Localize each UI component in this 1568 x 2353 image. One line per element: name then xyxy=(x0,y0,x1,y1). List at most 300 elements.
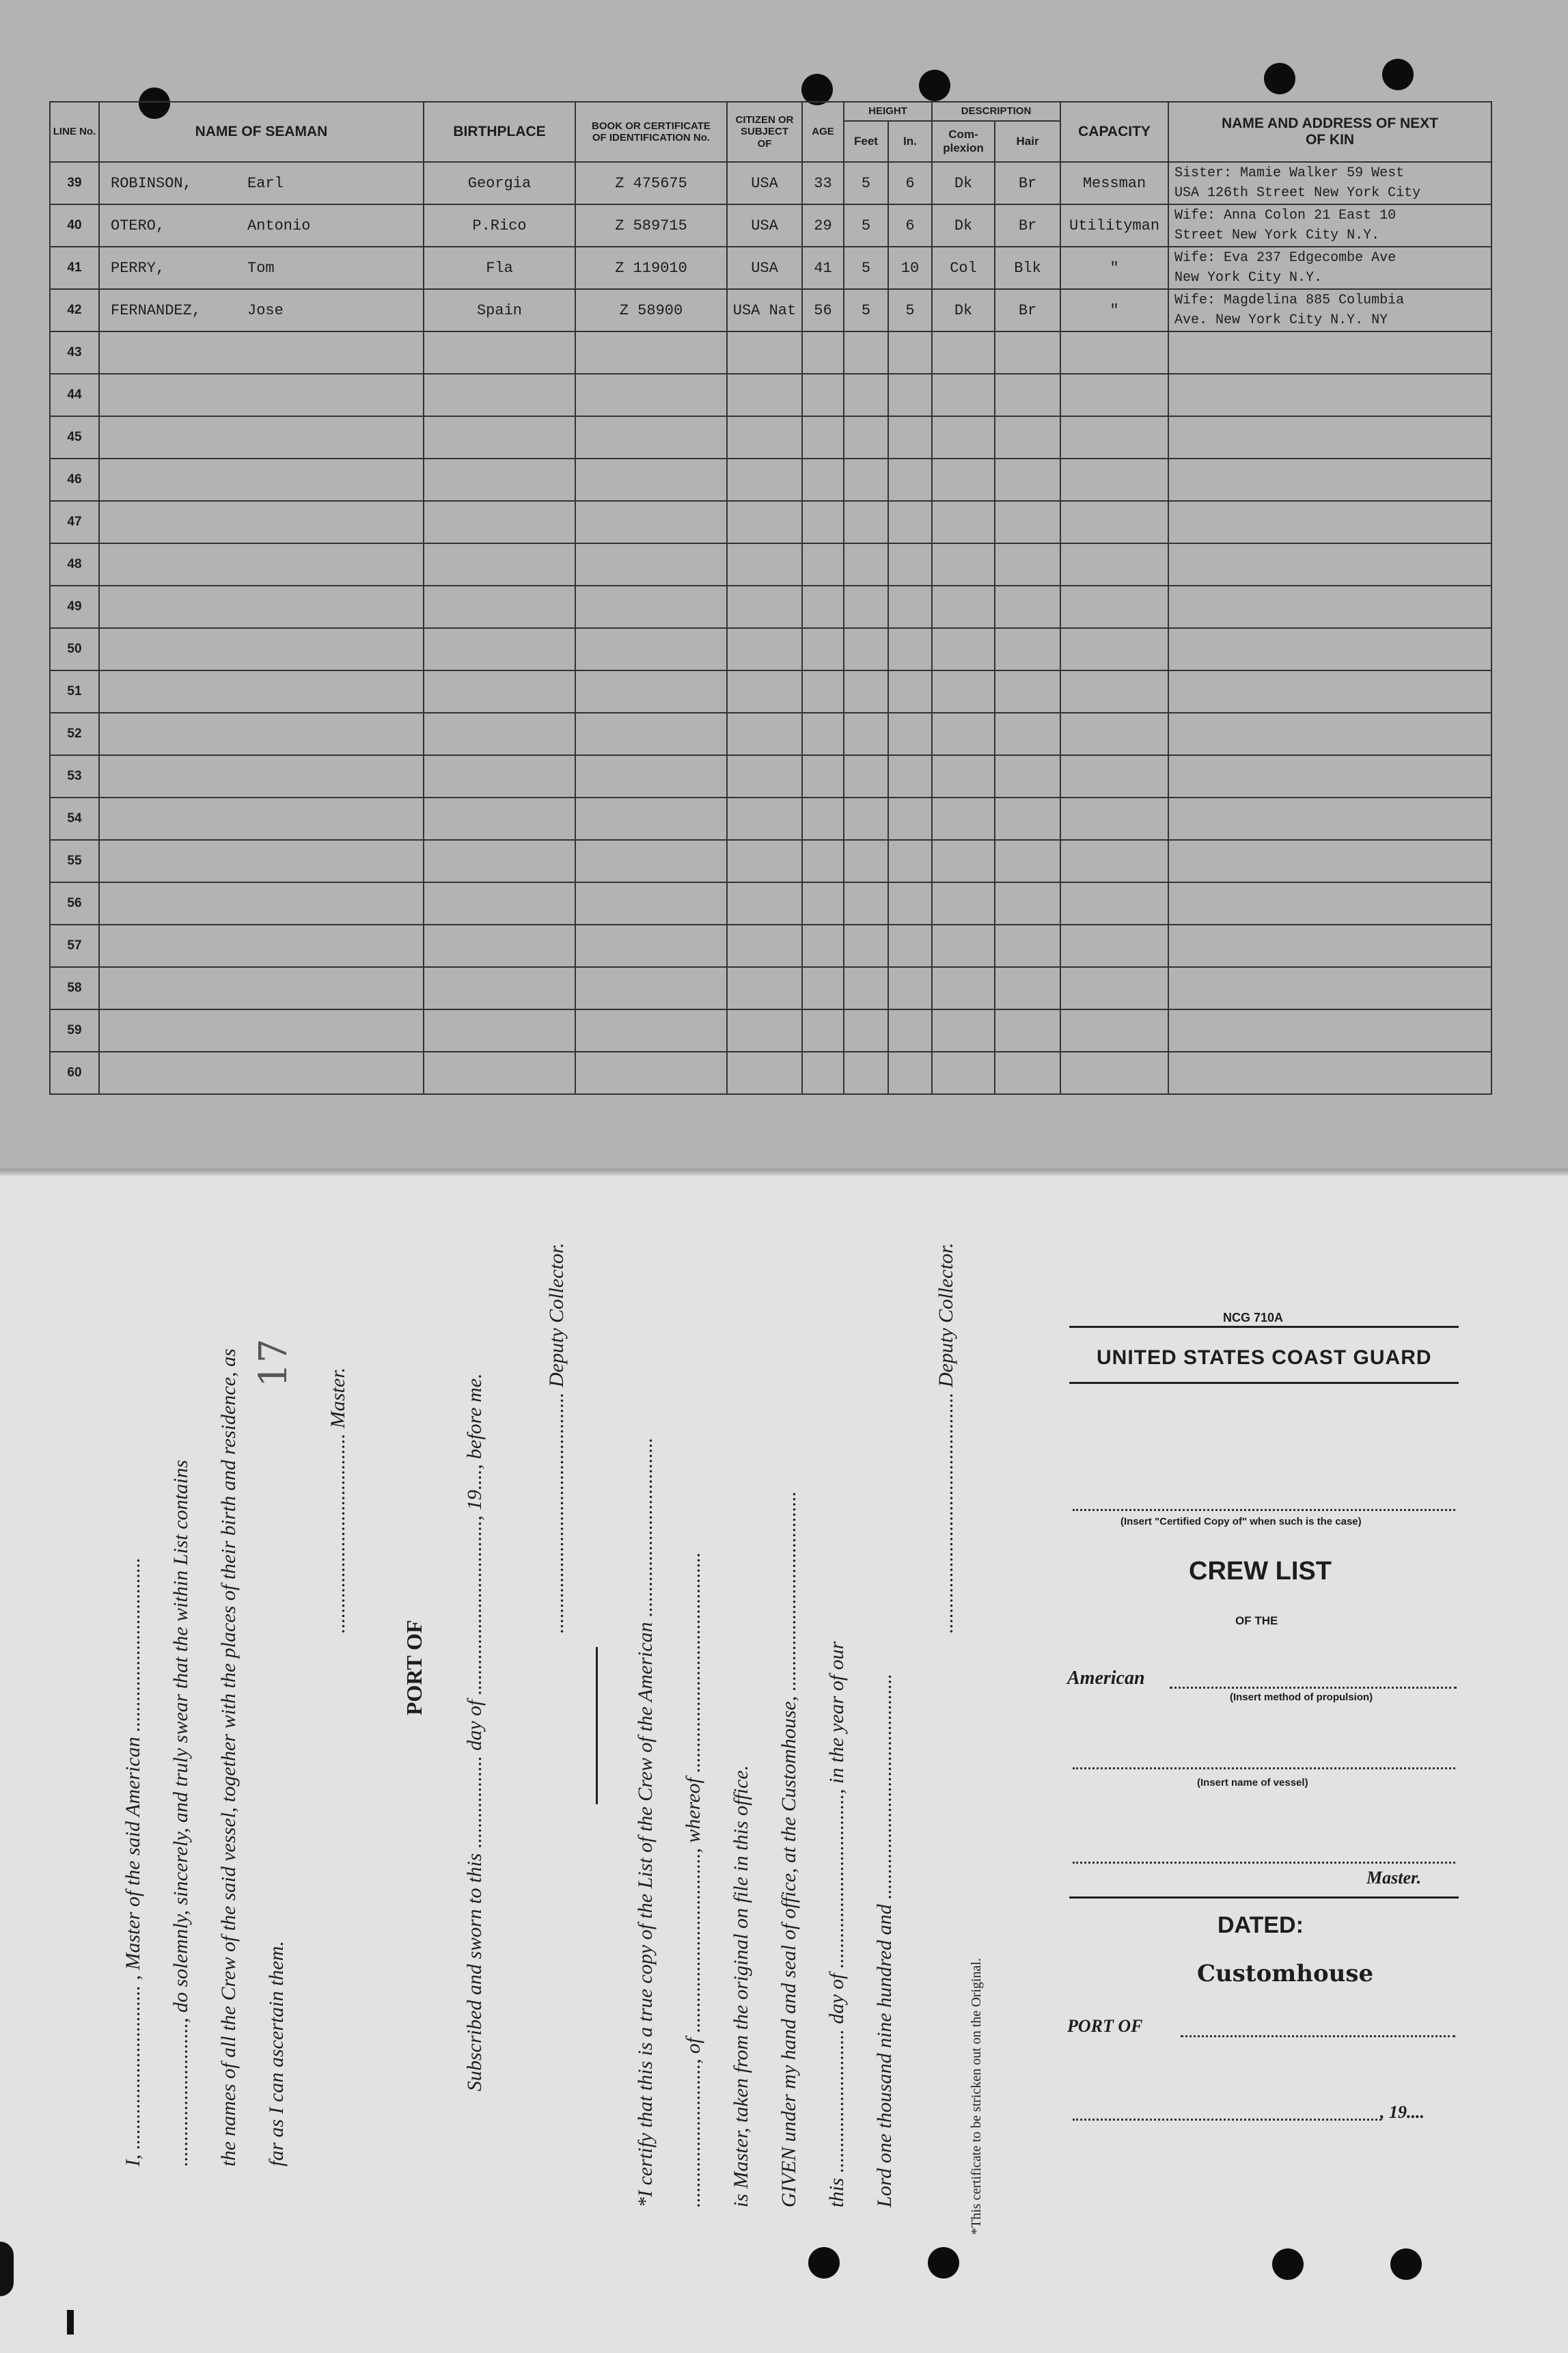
complexion-cell xyxy=(932,331,995,374)
birthplace-cell xyxy=(424,628,575,670)
punch-hole xyxy=(1390,2248,1422,2280)
capacity-cell: " xyxy=(1060,247,1168,289)
complexion-cell xyxy=(932,543,995,586)
line-number-cell: 44 xyxy=(50,374,99,416)
height-inches-cell xyxy=(888,1009,932,1052)
header-line-no: LINE No. xyxy=(50,102,99,162)
hair-cell xyxy=(995,1052,1060,1094)
crew-table-body xyxy=(50,162,1491,1094)
certificate-number-cell xyxy=(575,628,727,670)
birthplace-cell xyxy=(424,586,575,628)
hair-cell xyxy=(995,1009,1060,1052)
oath-line-1: I, ................................ , Master of the said American .................................. xyxy=(122,1557,144,2166)
citizenship-cell: USA Nat xyxy=(727,289,802,331)
height-inches-cell xyxy=(888,798,932,840)
master-name-blank[interactable] xyxy=(1073,1851,1455,1864)
certificate-deputy-collector-line: ............................................... Deputy Collector. xyxy=(935,1242,957,1633)
capacity-cell xyxy=(1060,798,1168,840)
table-row xyxy=(50,416,1491,459)
certified-copy-blank[interactable] xyxy=(1073,1495,1455,1511)
hair-cell xyxy=(995,755,1060,798)
next-of-kin-cell xyxy=(1168,247,1491,289)
capacity-cell xyxy=(1060,501,1168,543)
table-row xyxy=(50,967,1491,1009)
citizenship-cell xyxy=(727,501,802,543)
hair-cell xyxy=(995,374,1060,416)
birthplace-cell xyxy=(424,459,575,501)
line-number-cell: 42 xyxy=(50,289,99,331)
certificate-number-cell xyxy=(575,501,727,543)
line-number-cell: 53 xyxy=(50,755,99,798)
line-number-cell: 48 xyxy=(50,543,99,586)
port-blank[interactable] xyxy=(1181,2024,1455,2037)
line-number-cell: 50 xyxy=(50,628,99,670)
certificate-number-cell: Z 119010 xyxy=(575,247,727,289)
next-of-kin-cell xyxy=(1168,713,1491,755)
certificate-number-cell xyxy=(575,882,727,925)
seaman-name-cell xyxy=(99,459,424,501)
complexion-cell xyxy=(932,459,995,501)
height-feet-cell xyxy=(844,1009,888,1052)
certificate-number-cell xyxy=(575,840,727,882)
table-row xyxy=(50,289,1491,331)
table-row xyxy=(50,459,1491,501)
height-inches-cell xyxy=(888,1052,932,1094)
citizenship-cell xyxy=(727,1052,802,1094)
birthplace-cell xyxy=(424,416,575,459)
complexion-cell: Dk xyxy=(932,162,995,204)
next-of-kin-cell xyxy=(1168,882,1491,925)
height-inches-cell: 6 xyxy=(888,204,932,247)
seaman-name-cell xyxy=(99,162,424,204)
birthplace-cell xyxy=(424,374,575,416)
height-inches-cell xyxy=(888,586,932,628)
certificate-number-cell xyxy=(575,713,727,755)
complexion-cell xyxy=(932,628,995,670)
certificate-footnote: *This certificate to be stricken out on the Original. xyxy=(969,1958,984,2235)
next-of-kin-cell xyxy=(1168,670,1491,713)
height-inches-cell xyxy=(888,755,932,798)
next-of-kin-cell xyxy=(1168,331,1491,374)
height-feet-cell xyxy=(844,501,888,543)
certificate-number-cell xyxy=(575,459,727,501)
line-number-cell: 43 xyxy=(50,331,99,374)
capacity-cell xyxy=(1060,459,1168,501)
certificate-number-cell xyxy=(575,416,727,459)
citizenship-cell xyxy=(727,840,802,882)
age-cell xyxy=(802,670,844,713)
citizenship-cell xyxy=(727,374,802,416)
citizenship-cell xyxy=(727,713,802,755)
separator-line xyxy=(596,1647,598,1804)
certificate-number-cell xyxy=(575,755,727,798)
height-feet-cell xyxy=(844,416,888,459)
age-cell xyxy=(802,586,844,628)
header-complexion: Com- plexion xyxy=(932,121,995,162)
capacity-cell xyxy=(1060,1009,1168,1052)
table-row xyxy=(50,798,1491,840)
line-number-cell: 49 xyxy=(50,586,99,628)
birthplace-cell xyxy=(424,331,575,374)
hair-cell xyxy=(995,331,1060,374)
edge-mark xyxy=(67,2310,74,2335)
header-name-of-seaman: NAME OF SEAMAN xyxy=(99,102,424,162)
citizenship-cell xyxy=(727,967,802,1009)
header-birthplace: BIRTHPLACE xyxy=(424,102,575,162)
next-of-kin-cell xyxy=(1168,204,1491,247)
header-description: DESCRIPTION xyxy=(932,102,1060,121)
kin-line-2: New York City N.Y. xyxy=(1174,270,1323,286)
citizenship-cell xyxy=(727,459,802,501)
header-book: BOOK OR CERTIFICATE OF IDENTIFICATION No. xyxy=(575,102,727,162)
oath-line-4: far as I can ascertain them. xyxy=(265,1941,288,2166)
height-feet-cell xyxy=(844,374,888,416)
citizenship-cell xyxy=(727,628,802,670)
complexion-cell xyxy=(932,713,995,755)
height-inches-cell xyxy=(888,501,932,543)
seaman-name-cell xyxy=(99,501,424,543)
surname: FERNANDEZ, xyxy=(111,301,202,319)
certificate-number-cell: Z 589715 xyxy=(575,204,727,247)
certificate-number-cell xyxy=(575,925,727,967)
citizenship-cell xyxy=(727,1009,802,1052)
page-fold xyxy=(0,1169,1568,1175)
seaman-name-cell xyxy=(99,331,424,374)
seaman-name-cell xyxy=(99,840,424,882)
birthplace-cell xyxy=(424,755,575,798)
birthplace-cell xyxy=(424,798,575,840)
age-cell xyxy=(802,459,844,501)
birthplace-cell xyxy=(424,1009,575,1052)
seaman-name-cell xyxy=(99,586,424,628)
customhouse-label: Customhouse xyxy=(1197,1960,1374,1987)
height-feet-cell xyxy=(844,840,888,882)
height-feet-cell xyxy=(844,925,888,967)
dated-label: DATED: xyxy=(1218,1912,1304,1938)
edge-mark xyxy=(0,2242,14,2296)
kin-line-1: Wife: Magdelina 885 Columbia xyxy=(1174,293,1405,308)
line-number-cell: 59 xyxy=(50,1009,99,1052)
next-of-kin-cell xyxy=(1168,967,1491,1009)
punch-hole xyxy=(928,2247,959,2279)
header-citizen: CITIZEN OR SUBJECT OF xyxy=(727,102,802,162)
complexion-cell xyxy=(932,1052,995,1094)
capacity-cell xyxy=(1060,967,1168,1009)
seaman-name-cell xyxy=(99,925,424,967)
port-of-panel-label: PORT OF xyxy=(1067,2016,1143,2036)
port-of-label: PORT OF xyxy=(402,1620,426,1715)
capacity-cell xyxy=(1060,755,1168,798)
next-of-kin-cell xyxy=(1168,586,1491,628)
header-hair: Hair xyxy=(995,121,1060,162)
next-of-kin-cell xyxy=(1168,925,1491,967)
line-number-cell: 41 xyxy=(50,247,99,289)
capacity-cell xyxy=(1060,628,1168,670)
given-name: Jose xyxy=(247,301,284,319)
line-number-cell: 45 xyxy=(50,416,99,459)
birthplace-cell xyxy=(424,543,575,586)
hair-cell: Br xyxy=(995,162,1060,204)
line-number-cell: 56 xyxy=(50,882,99,925)
seaman-name-cell xyxy=(99,1052,424,1094)
birthplace-cell xyxy=(424,967,575,1009)
line-number-cell: 47 xyxy=(50,501,99,543)
age-cell xyxy=(802,501,844,543)
table-row xyxy=(50,1052,1491,1094)
age-cell xyxy=(802,628,844,670)
seaman-name-cell xyxy=(99,416,424,459)
certificate-number-cell xyxy=(575,1052,727,1094)
citizenship-cell xyxy=(727,882,802,925)
header-height: HEIGHT xyxy=(844,102,932,121)
age-cell xyxy=(802,798,844,840)
citizenship-cell xyxy=(727,543,802,586)
next-of-kin-cell xyxy=(1168,374,1491,416)
age-cell xyxy=(802,1052,844,1094)
certificate-number-cell xyxy=(575,331,727,374)
table-row xyxy=(50,162,1491,204)
age-cell: 56 xyxy=(802,289,844,331)
next-of-kin-cell xyxy=(1168,501,1491,543)
seaman-name-cell xyxy=(99,204,424,247)
birthplace-cell: Spain xyxy=(424,289,575,331)
citizenship-cell: USA xyxy=(727,162,802,204)
certificate-number-cell xyxy=(575,586,727,628)
table-row xyxy=(50,840,1491,882)
master-label: Master. xyxy=(1366,1868,1422,1888)
height-inches-cell: 10 xyxy=(888,247,932,289)
birthplace-cell xyxy=(424,713,575,755)
line-number-cell: 52 xyxy=(50,713,99,755)
height-inches-cell xyxy=(888,840,932,882)
kin-line-2: USA 126th Street New York City xyxy=(1174,185,1421,201)
hair-cell xyxy=(995,798,1060,840)
next-of-kin-cell xyxy=(1168,1052,1491,1094)
citizenship-cell xyxy=(727,798,802,840)
height-feet-cell xyxy=(844,713,888,755)
table-row xyxy=(50,1009,1491,1052)
complexion-cell xyxy=(932,755,995,798)
complexion-cell: Dk xyxy=(932,289,995,331)
birthplace-cell xyxy=(424,882,575,925)
line-number-cell: 40 xyxy=(50,204,99,247)
complexion-cell xyxy=(932,840,995,882)
height-feet-cell xyxy=(844,798,888,840)
birthplace-cell xyxy=(424,1052,575,1094)
height-feet-cell xyxy=(844,543,888,586)
certified-copy-hint: (Insert "Certified Copy of" when such is the case) xyxy=(1120,1516,1362,1527)
hair-cell xyxy=(995,670,1060,713)
hair-cell xyxy=(995,416,1060,459)
complexion-cell xyxy=(932,670,995,713)
line-number-cell: 57 xyxy=(50,925,99,967)
height-feet-cell xyxy=(844,670,888,713)
capacity-cell xyxy=(1060,925,1168,967)
seaman-name-cell xyxy=(99,755,424,798)
kin-line-2: Ave. New York City N.Y. NY xyxy=(1174,312,1388,328)
form-number: NCG 710A xyxy=(1223,1311,1284,1324)
height-feet-cell xyxy=(844,459,888,501)
capacity-cell xyxy=(1060,374,1168,416)
hair-cell xyxy=(995,586,1060,628)
height-inches-cell xyxy=(888,331,932,374)
citizenship-cell xyxy=(727,416,802,459)
capacity-cell xyxy=(1060,882,1168,925)
height-inches-cell xyxy=(888,713,932,755)
height-feet-cell xyxy=(844,331,888,374)
citizenship-cell xyxy=(727,331,802,374)
table-row xyxy=(50,374,1491,416)
next-of-kin-cell xyxy=(1168,416,1491,459)
height-inches-cell xyxy=(888,967,932,1009)
line-number-cell: 60 xyxy=(50,1052,99,1094)
citizenship-cell: USA xyxy=(727,204,802,247)
vessel-name-blank[interactable] xyxy=(1073,1756,1455,1769)
height-feet-cell xyxy=(844,755,888,798)
punch-hole xyxy=(1272,2248,1304,2280)
certificate-line-1: *I certify that this is a true copy of the List of the Crew of the American ................................... xyxy=(634,1437,657,2207)
certificate-number-cell xyxy=(575,1009,727,1052)
seaman-name-cell xyxy=(99,798,424,840)
age-cell xyxy=(802,713,844,755)
height-inches-cell xyxy=(888,882,932,925)
certificate-number-cell xyxy=(575,374,727,416)
certificate-line-6: Lord one thousand nine hundred and ............................................ xyxy=(873,1673,896,2207)
hair-cell xyxy=(995,840,1060,882)
hair-cell: Blk xyxy=(995,247,1060,289)
complexion-cell xyxy=(932,798,995,840)
kin-line-1: Wife: Eva 237 Edgecombe Ave xyxy=(1174,250,1397,266)
citizenship-cell xyxy=(727,755,802,798)
birthplace-cell: P.Rico xyxy=(424,204,575,247)
given-name: Antonio xyxy=(247,217,311,234)
year-label: , 19.... xyxy=(1380,2102,1425,2122)
oath-deputy-collector-line: ............................................... Deputy Collector. xyxy=(545,1242,568,1633)
complexion-cell xyxy=(932,925,995,967)
age-cell xyxy=(802,925,844,967)
hair-cell xyxy=(995,628,1060,670)
american-label: American xyxy=(1067,1668,1145,1689)
next-of-kin-cell xyxy=(1168,459,1491,501)
next-of-kin-cell xyxy=(1168,162,1491,204)
age-cell xyxy=(802,331,844,374)
capacity-cell: Utilityman xyxy=(1060,204,1168,247)
capacity-cell xyxy=(1060,416,1168,459)
agency-name: UNITED STATES COAST GUARD xyxy=(1097,1346,1432,1369)
next-of-kin-cell xyxy=(1168,543,1491,586)
handwritten-number: 17 xyxy=(251,1338,296,1387)
propulsion-hint: (Insert method of propulsion) xyxy=(1230,1691,1373,1703)
line-number-cell: 51 xyxy=(50,670,99,713)
punch-hole xyxy=(808,2247,840,2279)
hair-cell: Br xyxy=(995,289,1060,331)
age-cell: 29 xyxy=(802,204,844,247)
header-capacity: CAPACITY xyxy=(1060,102,1168,162)
birthplace-cell xyxy=(424,840,575,882)
hair-cell xyxy=(995,501,1060,543)
capacity-cell xyxy=(1060,331,1168,374)
certificate-number-cell: Z 58900 xyxy=(575,289,727,331)
height-inches-cell: 5 xyxy=(888,289,932,331)
rule-under-agency xyxy=(1069,1382,1459,1384)
certificate-number-cell xyxy=(575,798,727,840)
height-feet-cell: 5 xyxy=(844,204,888,247)
height-feet-cell: 5 xyxy=(844,162,888,204)
seaman-name-cell xyxy=(99,628,424,670)
punch-hole xyxy=(919,70,950,101)
propulsion-blank[interactable] xyxy=(1170,1676,1457,1689)
next-of-kin-cell xyxy=(1168,840,1491,882)
certificate-number-cell: Z 475675 xyxy=(575,162,727,204)
birthplace-cell: Fla xyxy=(424,247,575,289)
capacity-cell xyxy=(1060,840,1168,882)
kin-line-2: Street New York City N.Y. xyxy=(1174,228,1380,243)
table-row xyxy=(50,882,1491,925)
date-blank[interactable] xyxy=(1073,2108,1381,2121)
capacity-cell xyxy=(1060,1052,1168,1094)
hair-cell xyxy=(995,543,1060,586)
line-number-cell: 46 xyxy=(50,459,99,501)
oath-line-2: ............................, do solemnly, sincerely, and truly swear that the within List contains xyxy=(169,1460,192,2166)
age-cell xyxy=(802,967,844,1009)
punch-hole xyxy=(1264,63,1295,94)
header-inches: In. xyxy=(888,121,932,162)
hair-cell xyxy=(995,967,1060,1009)
hair-cell xyxy=(995,925,1060,967)
table-row xyxy=(50,670,1491,713)
height-inches-cell xyxy=(888,459,932,501)
surname: OTERO, xyxy=(111,217,165,234)
seaman-name-cell xyxy=(99,289,424,331)
kin-line-1: Sister: Mamie Walker 59 West xyxy=(1174,165,1405,181)
table-row xyxy=(50,628,1491,670)
height-feet-cell: 5 xyxy=(844,289,888,331)
age-cell xyxy=(802,1009,844,1052)
birthplace-cell: Georgia xyxy=(424,162,575,204)
age-cell xyxy=(802,882,844,925)
next-of-kin-cell xyxy=(1168,628,1491,670)
complexion-cell xyxy=(932,416,995,459)
age-cell xyxy=(802,755,844,798)
age-cell xyxy=(802,840,844,882)
header-age: AGE xyxy=(802,102,844,162)
header-feet: Feet xyxy=(844,121,888,162)
hair-cell: Br xyxy=(995,204,1060,247)
height-feet-cell xyxy=(844,628,888,670)
next-of-kin-cell xyxy=(1168,289,1491,331)
surname: PERRY, xyxy=(111,259,165,277)
table-row xyxy=(50,925,1491,967)
citizenship-cell: USA xyxy=(727,247,802,289)
of-the-label: OF THE xyxy=(1235,1614,1278,1627)
complexion-cell xyxy=(932,967,995,1009)
punch-hole xyxy=(1382,59,1414,90)
height-inches-cell xyxy=(888,628,932,670)
surname: ROBINSON, xyxy=(111,174,192,192)
birthplace-cell xyxy=(424,670,575,713)
hair-cell xyxy=(995,882,1060,925)
rule-above-dated xyxy=(1069,1896,1459,1899)
table-row xyxy=(50,331,1491,374)
certificate-line-5: this ............................ day of .................................., in the year of our xyxy=(825,1641,848,2207)
seaman-name-cell xyxy=(99,247,424,289)
table-row xyxy=(50,501,1491,543)
height-feet-cell xyxy=(844,882,888,925)
subscribed-sworn-line: Subscribed and sworn to this .................. day of .................................., 19...., before me. xyxy=(463,1373,486,2091)
seaman-name-cell xyxy=(99,713,424,755)
table-row xyxy=(50,247,1491,289)
next-of-kin-cell xyxy=(1168,1009,1491,1052)
